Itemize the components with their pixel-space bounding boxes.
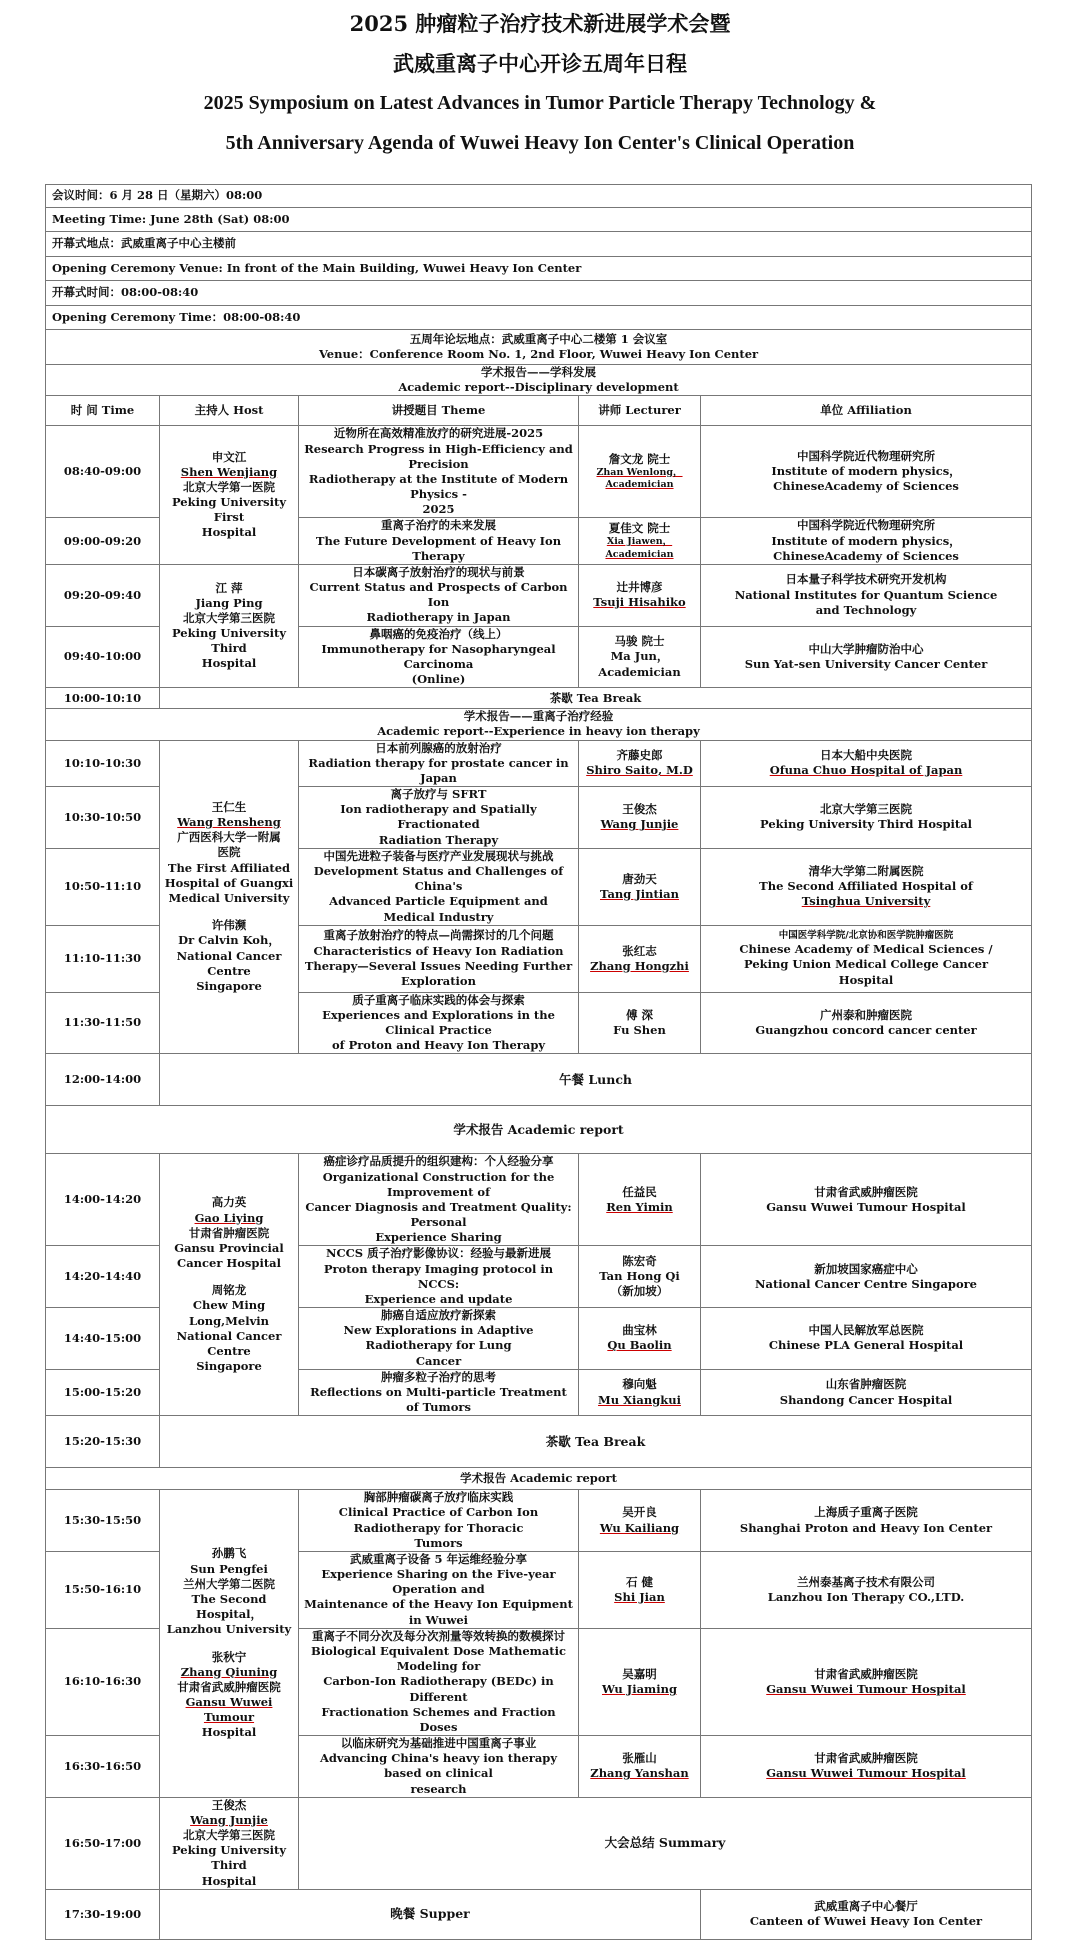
theme-line: 中国先进粒子装备与医疗产业发展现状与挑战 [323, 848, 554, 863]
lecturer-line: 陈宏奇 [622, 1253, 657, 1268]
lecturer-line: Zhang Yanshan [590, 1766, 689, 1781]
theme-line: 日本碳离子放射治疗的现状与前景 [352, 564, 525, 579]
row-theme [299, 1490, 579, 1552]
row-lecturer [579, 1154, 701, 1246]
theme-line: Maintenance of the Heavy Ion Equipment in Wuwei [304, 1597, 573, 1627]
title-cn-line-1: 2025 肿瘤粒子治疗技术新进展学术会暨 [349, 11, 731, 36]
row-time: 09:20-09:40 [46, 564, 160, 626]
row-affiliation [701, 787, 1032, 849]
row-time: 08:40-09:00 [46, 426, 160, 518]
row-theme [299, 1308, 579, 1370]
theme-line: Development Status and Challenges of China's [313, 863, 564, 894]
host-affiliation: Peking University Third [171, 1843, 287, 1873]
row-lecturer [579, 626, 701, 688]
row-theme [299, 426, 579, 518]
host-cell [160, 1154, 299, 1416]
lecturer-line: 王俊杰 [622, 802, 657, 817]
host-affiliation: Lanzhou University [166, 1622, 292, 1637]
section-2-cn: 学术报告——重离子治疗经验 [463, 709, 614, 724]
host-cell [160, 564, 299, 687]
host-affiliation: Singapore [196, 978, 262, 993]
supper-row [46, 1889, 1032, 1939]
theme-line: Exploration [401, 973, 476, 988]
forum-venue-cn: 五周年论坛地点：武威重离子中心二楼第 1 会议室 [409, 331, 668, 346]
row-affiliation [701, 1308, 1032, 1370]
affiliation-line: 日本大船中央医院 [820, 748, 913, 763]
theme-line: Reflections on Multi-particle Treatment of Tumors [310, 1384, 567, 1415]
row-time: 16:30-16:50 [46, 1736, 160, 1798]
row-time: 10:10-10:30 [46, 740, 160, 787]
theme-line: Fractionation Schemes and Fraction Doses [321, 1704, 556, 1734]
affiliation-line: Institute of modern physics， [771, 464, 961, 479]
affiliation-line: 山东省肿瘤医院 [825, 1377, 907, 1392]
host-affiliation: 北京大学第三医院 [183, 610, 275, 625]
venue-cn: 开幕式地点：武威重离子中心主楼前 [46, 232, 1032, 257]
affiliation-line: Gansu Wuwei Tumour Hospital [766, 1199, 966, 1214]
theme-line: 以临床研究为基础推进中国重离子事业 [340, 1736, 537, 1751]
row-lecturer [579, 518, 701, 565]
theme-line: 质子重离子临床实践的体会与探索 [352, 992, 525, 1007]
meeting-time-cn: 会议时间：6 月 28 日（星期六）08:00 [46, 185, 1032, 208]
affiliation-line: ChineseAcademy of Sciences [773, 479, 959, 494]
lecturer-line: 唐劲天 [622, 871, 657, 886]
forum-venue [46, 330, 1032, 365]
row-affiliation [701, 518, 1032, 565]
theme-line: 日本前列腺癌的放射治疗 [375, 740, 502, 755]
theme-line: Cancer Diagnosis and Treatment Quality: Personal [305, 1199, 572, 1230]
theme-line: Radiation Therapy [378, 832, 499, 847]
section-1-cn: 学术报告——学科发展 [481, 365, 597, 379]
theme-line: Proton therapy Imaging protocol in NCCS: [323, 1261, 554, 1291]
host-affiliation: Hospital [201, 1873, 257, 1888]
lecturer-line: 夏佳文 院士 [608, 521, 671, 536]
section-header-1 [46, 365, 1032, 396]
title-en-line-2: 5th Anniversary Agenda of Wuwei Heavy Ion Center's Clinical Operation [225, 132, 855, 154]
host-cell [160, 1490, 299, 1797]
row-affiliation [701, 1369, 1032, 1416]
host-name-en: Gao Liying [194, 1210, 264, 1225]
affiliation-line: 兰州泰基离子技术有限公司 [797, 1574, 936, 1589]
host-name-en: Sun Pengfei [190, 1561, 268, 1576]
row-theme [299, 1736, 579, 1798]
host-affiliation: The Second Hospital， [191, 1591, 267, 1622]
host-name-cn: 申文江 [211, 449, 247, 464]
affiliation-line: 上海质子重离子医院 [814, 1505, 918, 1520]
host-affiliation: 兰州大学第二医院 [183, 1576, 275, 1591]
host-affiliation: 甘肃省肿瘤医院 [188, 1225, 270, 1240]
ceremony-time-en: Opening Ceremony Time：08:00-08:40 [46, 306, 1032, 330]
tea-break-row [46, 688, 1032, 709]
host-name-cn: 高力英 [211, 1195, 247, 1210]
lecturer-line: 曲宝林 [622, 1323, 657, 1338]
host-name-en: Chew Ming Long,Melvin [189, 1298, 269, 1328]
title-en-line-1: 2025 Symposium on Latest Advances in Tumor Particle Therapy Technology & [203, 92, 877, 114]
affiliation-line: 中国人民解放军总医院 [808, 1323, 924, 1338]
affiliation-line: 中国科学院近代物理研究所 [797, 449, 936, 464]
row-theme [299, 1369, 579, 1416]
agenda-row [46, 564, 1032, 626]
theme-line: Advanced Particle Equipment and Medical Industry [329, 894, 548, 924]
theme-line: research [410, 1781, 467, 1796]
row-time: 15:20-15:30 [46, 1416, 160, 1468]
theme-line: New Explorations in Adaptive Radiotherapy for Lung [343, 1323, 534, 1353]
host-affiliation: National Cancer Centre [176, 948, 282, 978]
row-lecturer [579, 1551, 701, 1628]
affiliation-line: Chinese PLA General Hospital [768, 1338, 964, 1353]
host-affiliation: Peking University Third [171, 626, 287, 656]
host-affiliation: Hospital [201, 525, 257, 540]
row-affiliation [701, 1154, 1032, 1246]
affiliation-line: 中山大学肿瘤防治中心 [808, 641, 924, 656]
row-theme [299, 1154, 579, 1246]
affiliation-line: Chinese Academy of Medical Sciences / [739, 942, 993, 957]
theme-line: Organizational Construction for the Improvement of [322, 1169, 555, 1199]
affiliation-line: 中国科学院近代物理研究所 [797, 518, 936, 533]
theme-line: Cancer [415, 1353, 462, 1368]
row-time: 11:10-11:30 [46, 925, 160, 992]
affiliation-line: Canteen of Wuwei Heavy Ion Center [749, 1914, 983, 1929]
host-cell [160, 1797, 299, 1889]
agenda-row [46, 1490, 1032, 1552]
affiliation-line: ChineseAcademy of Sciences [773, 548, 959, 563]
break-label: 午餐 Lunch [160, 1054, 1032, 1106]
row-time: 11:30-11:50 [46, 992, 160, 1054]
host-affiliation: 甘肃省武威肿瘤医院 [177, 1679, 281, 1694]
theme-line: 胸部肿瘤碳离子放疗临床实践 [363, 1490, 514, 1505]
summary-label: 大会总结 Summary [299, 1797, 1032, 1889]
affiliation-line: 甘肃省武威肿瘤医院 [814, 1184, 918, 1199]
theme-line: 肿瘤多粒子治疗的思考 [381, 1369, 496, 1384]
row-theme [299, 518, 579, 565]
lecturer-line: Wang Junjie [600, 817, 679, 832]
lecturer-line: （新加坡） [610, 1284, 669, 1299]
lecturer-line: 辻井博彦 [616, 580, 663, 595]
host-affiliation: Gansu Provincial [174, 1240, 284, 1255]
forum-venue-en: Venue：Conference Room No. 1, 2nd Floor, Wuwei Heavy Ion Center [318, 347, 759, 361]
tea-break-row [46, 1416, 1032, 1468]
theme-line: 癌症诊疗品质提升的组织建构：个人经验分享 [323, 1154, 554, 1169]
lecturer-line: 任益民 [622, 1184, 657, 1199]
row-theme [299, 848, 579, 925]
ceremony-time-cn: 开幕式时间：08:00-08:40 [46, 281, 1032, 306]
host-affiliation: Hospital of Guangxi [164, 875, 294, 890]
theme-line: 鼻咽癌的免疫治疗（线上） [369, 626, 508, 641]
theme-line: 近物所在高效精准放疗的研究进展-2025 [333, 426, 544, 441]
theme-line: 肺癌自适应放疗新探索 [381, 1308, 496, 1323]
theme-line: Radiotherapy in Japan [366, 610, 511, 625]
row-lecturer [579, 564, 701, 626]
section-2-en: Academic report--Experience in heavy ion therapy [377, 724, 700, 739]
affiliation-line: Guangzhou concord cancer center [755, 1023, 977, 1038]
theme-line: 武威重离子设备 5 年运维经验分享 [349, 1551, 527, 1566]
affiliation-line: Hospital [838, 972, 894, 987]
row-lecturer [579, 426, 701, 518]
row-lecturer [579, 992, 701, 1054]
host-affiliation: National Cancer Centre [176, 1328, 282, 1358]
row-lecturer [579, 1490, 701, 1552]
agenda-row [46, 740, 1032, 787]
lecturer-line: 马骏 院士 [614, 634, 665, 649]
supper-label: 晚餐 Supper [160, 1889, 701, 1939]
host-affiliation: 北京大学第一医院 [183, 479, 275, 494]
lecturer-line: Fu Shen [613, 1023, 666, 1038]
row-time: 10:30-10:50 [46, 787, 160, 849]
host-affiliation: 北京大学第三医院 [183, 1828, 275, 1843]
row-affiliation [701, 1736, 1032, 1798]
row-affiliation [701, 564, 1032, 626]
affiliation-line: Institute of modern physics， [771, 533, 961, 548]
host-name-cn: 王俊杰 [211, 1797, 247, 1812]
host-affiliation: Hospital [201, 1725, 257, 1740]
row-affiliation [701, 740, 1032, 787]
affiliation-line: 新加坡国家癌症中心 [814, 1261, 918, 1276]
col-header-affiliation: 单位 Affiliation [701, 396, 1032, 426]
theme-line: Tumors [414, 1535, 463, 1550]
row-time: 14:00-14:20 [46, 1154, 160, 1246]
theme-line: 2025 [422, 502, 455, 517]
theme-line: Characteristics of Heavy Ion Radiation [313, 943, 564, 958]
affiliation-line: Lanzhou Ion Therapy CO.,LTD. [767, 1589, 965, 1604]
theme-line: Therapy—Several Issues Needing Further [304, 958, 573, 973]
host-name-en: Shen Wenjiang [180, 464, 278, 479]
section-header-4: 学术报告 Academic report [46, 1468, 1032, 1490]
affiliation-line: The Second Affiliated Hospital of [759, 879, 973, 894]
affiliation-line: Ofuna Chuo Hospital of Japan [769, 763, 963, 778]
affiliation-line: Sun Yat-sen University Cancer Center [744, 656, 988, 671]
lecturer-line: Shi Jian [614, 1589, 665, 1604]
row-affiliation [701, 626, 1032, 688]
lecturer-line: Zhan Wenlong，Academician [596, 466, 683, 491]
lecturer-line: Wu Jiaming [601, 1681, 677, 1696]
host-affiliation: Gansu Wuwei Tumour [185, 1695, 273, 1725]
row-lecturer [579, 1308, 701, 1370]
lecturer-line: Mu Xiangkui [598, 1392, 681, 1407]
theme-line: Experience and update [364, 1291, 513, 1306]
host-name-cn: 周铭龙 [211, 1283, 247, 1298]
row-time: 17:30-19:00 [46, 1889, 160, 1939]
host-affiliation: The First Affiliated [167, 860, 291, 875]
row-affiliation [701, 1246, 1032, 1308]
affiliation-line: Gansu Wuwei Tumour Hospital [766, 1681, 966, 1696]
row-affiliation [701, 1490, 1032, 1552]
row-theme [299, 626, 579, 688]
row-affiliation [701, 848, 1032, 925]
theme-line: Biological Equivalent Dose Mathematic Modeling for [311, 1644, 566, 1674]
agenda-row [46, 1154, 1032, 1246]
row-time: 16:10-16:30 [46, 1628, 160, 1735]
theme-line: of Proton and Heavy Ion Therapy [331, 1038, 546, 1053]
col-header-host: 主持人 Host [160, 396, 299, 426]
row-time: 09:00-09:20 [46, 518, 160, 565]
row-time: 15:30-15:50 [46, 1490, 160, 1552]
row-time: 10:00-10:10 [46, 688, 160, 709]
row-lecturer [579, 787, 701, 849]
lecturer-line: Xia Jiawen，Academician [605, 536, 674, 560]
lecturer-line: 穆向魁 [622, 1377, 657, 1392]
lecturer-line: 吴嘉明 [622, 1666, 657, 1681]
host-cell [160, 740, 299, 1054]
row-lecturer [579, 1628, 701, 1735]
row-affiliation [701, 1889, 1032, 1939]
theme-line: Experience Sharing on the Five-year Operation and [321, 1567, 556, 1597]
affiliation-line: Tsinghua University [801, 894, 931, 909]
row-affiliation [701, 925, 1032, 992]
lecturer-line: 石 健 [625, 1574, 653, 1589]
affiliation-line: Gansu Wuwei Tumour Hospital [766, 1766, 966, 1781]
lecturer-line: 张红志 [622, 943, 657, 958]
section-header-3: 学术报告 Academic report [46, 1106, 1032, 1154]
lecturer-line: Ren Yimin [606, 1199, 673, 1214]
affiliation-line: 北京大学第三医院 [820, 802, 913, 817]
theme-line: Immunotherapy for Nasopharyngeal Carcinoma [321, 641, 556, 671]
affiliation-line: 中国医学科学院/北京协和医学院肿瘤医院 [778, 929, 954, 941]
lecturer-line: 詹文龙 院士 [608, 451, 671, 466]
affiliation-line: and Technology [815, 602, 917, 617]
host-name-en: Dr Calvin Koh， [178, 933, 280, 948]
theme-line: Radiotherapy at the Institute of Modern Physics - [308, 471, 569, 502]
row-lecturer [579, 1369, 701, 1416]
theme-line: Experiences and Explorations in the Clinical Practice [322, 1007, 555, 1038]
lecturer-line: 齐藤史郎 [616, 748, 663, 763]
affiliation-line: 甘肃省武威肿瘤医院 [814, 1751, 918, 1766]
row-affiliation [701, 1551, 1032, 1628]
section-header-2 [46, 709, 1032, 740]
affiliation-line: 清华大学第二附属医院 [808, 863, 924, 878]
row-theme [299, 992, 579, 1054]
host-name-en: Wang Rensheng [177, 815, 281, 830]
lecturer-line: Tan Hong Qi [599, 1269, 680, 1284]
host-name-en: Wang Junjie [190, 1812, 268, 1827]
row-lecturer [579, 848, 701, 925]
meeting-time-en: Meeting Time: June 28th (Sat) 08:00 [46, 208, 1032, 232]
lecturer-line: Zhang Hongzhi [590, 958, 689, 973]
row-time: 15:50-16:10 [46, 1551, 160, 1628]
row-theme [299, 925, 579, 992]
theme-line: Experience Sharing [375, 1230, 502, 1245]
row-affiliation [701, 1628, 1032, 1735]
agenda-table [45, 184, 1032, 1940]
lecturer-line: 傅 深 [625, 1007, 653, 1022]
host-affiliation: 广西医科大学一附属 [177, 830, 281, 845]
affiliation-line: National Cancer Centre Singapore [755, 1276, 977, 1291]
lecturer-line: 张雁山 [622, 1751, 657, 1766]
affiliation-line: Shanghai Proton and Heavy Ion Center [739, 1520, 993, 1535]
row-theme [299, 1628, 579, 1735]
theme-line: (Online) [411, 672, 466, 687]
row-theme [299, 1551, 579, 1628]
affiliation-line: Shandong Cancer Hospital [779, 1392, 953, 1407]
row-theme [299, 787, 579, 849]
lecturer-line: Qu Baolin [607, 1338, 672, 1353]
row-time: 12:00-14:00 [46, 1054, 160, 1106]
col-header-time: 时 间 Time [46, 396, 160, 426]
host-name-cn: 江 萍 [215, 580, 243, 595]
host-name-cn: 张秋宁 [211, 1649, 247, 1664]
row-affiliation [701, 426, 1032, 518]
row-theme [299, 1246, 579, 1308]
lecturer-line: Tsuji Hisahiko [593, 595, 686, 610]
theme-line: Carbon-Ion Radiotherapy (BEDc) in Different [323, 1674, 554, 1704]
affiliation-line: 甘肃省武威肿瘤医院 [814, 1666, 918, 1681]
theme-line: Clinical Practice of Carbon Ion Radiotherapy for Thoracic [338, 1505, 539, 1535]
lecturer-line: Tang Jintian [600, 886, 679, 901]
lecturer-line: Shiro Saito, M.D [586, 763, 693, 778]
host-affiliation: 医院 [217, 845, 241, 860]
theme-line: Advancing China's heavy ion therapy based on clinical [319, 1751, 558, 1781]
venue-en: Opening Ceremony Venue: In front of the Main Building, Wuwei Heavy Ion Center [46, 257, 1032, 281]
host-affiliation: Peking University First [171, 495, 287, 525]
theme-line: 重离子放射治疗的特点—尚需探讨的几个问题 [323, 928, 554, 943]
col-header-theme: 讲授题目 Theme [299, 396, 579, 426]
col-header-lecturer: 讲师 Lecturer [579, 396, 701, 426]
theme-line: Radiation therapy for prostate cancer in Japan [308, 755, 569, 785]
affiliation-line: 武威重离子中心餐厅 [814, 1899, 918, 1914]
row-time: 15:00-15:20 [46, 1369, 160, 1416]
theme-line: Ion radiotherapy and Spatially Fractionated [340, 802, 537, 832]
row-time: 16:50-17:00 [46, 1797, 160, 1889]
row-affiliation [701, 992, 1032, 1054]
row-time: 14:20-14:40 [46, 1246, 160, 1308]
break-label: 茶歇 Tea Break [160, 688, 1032, 709]
title-cn-line-2: 武威重离子中心开诊五周年日程 [393, 51, 687, 76]
summary-row [46, 1797, 1032, 1889]
row-theme [299, 564, 579, 626]
theme-line: 重离子不同分次及每分次剂量等效转换的数模探讨 [312, 1628, 565, 1643]
affiliation-line: Peking Union Medical College Cancer [743, 957, 989, 972]
lecturer-line: Ma Jun，Academician [598, 649, 681, 679]
host-name-cn: 许伟濒 [211, 918, 247, 933]
host-name-cn: 王仁生 [211, 799, 247, 814]
theme-line: NCCS 质子治疗影像协议：经验与最新进展 [325, 1246, 552, 1261]
theme-line: 重离子治疗的未来发展 [381, 518, 496, 533]
row-time: 14:40-15:00 [46, 1308, 160, 1370]
row-lecturer [579, 740, 701, 787]
lecturer-line: Wu Kailiang [599, 1520, 680, 1535]
break-label: 茶歇 Tea Break [160, 1416, 1032, 1468]
host-name-en: Jiang Ping [195, 595, 263, 610]
theme-line: Research Progress in High-Efficiency and Precision [304, 441, 573, 471]
section-1-en: Academic report--Disciplinary development [398, 380, 679, 395]
agenda-row [46, 426, 1032, 518]
host-affiliation: Singapore [196, 1359, 262, 1374]
theme-line: The Future Development of Heavy Ion Therapy [315, 533, 562, 563]
host-affiliation: Hospital [201, 656, 257, 671]
theme-line: Current Status and Prospects of Carbon Ion [309, 580, 568, 610]
row-lecturer [579, 925, 701, 992]
row-lecturer [579, 1246, 701, 1308]
row-time: 10:50-11:10 [46, 848, 160, 925]
row-lecturer [579, 1736, 701, 1798]
affiliation-line: 日本量子科学技术研究开发机构 [785, 572, 947, 587]
affiliation-line: 广州泰和肿瘤医院 [820, 1007, 913, 1022]
affiliation-line: National Institutes for Quantum Science [734, 587, 998, 602]
theme-line: 离子放疗与 SFRT [390, 787, 487, 802]
affiliation-line: Peking University Third Hospital [760, 817, 973, 832]
host-affiliation: Medical University [168, 890, 290, 905]
lunch-row [46, 1054, 1032, 1106]
row-theme [299, 740, 579, 787]
row-time: 09:40-10:00 [46, 626, 160, 688]
lecturer-line: 吴开良 [622, 1505, 657, 1520]
host-name-en: Zhang Qiuning [180, 1664, 278, 1679]
host-name-cn: 孙鹏飞 [211, 1546, 247, 1561]
host-cell [160, 426, 299, 565]
host-affiliation: Cancer Hospital [177, 1256, 281, 1271]
